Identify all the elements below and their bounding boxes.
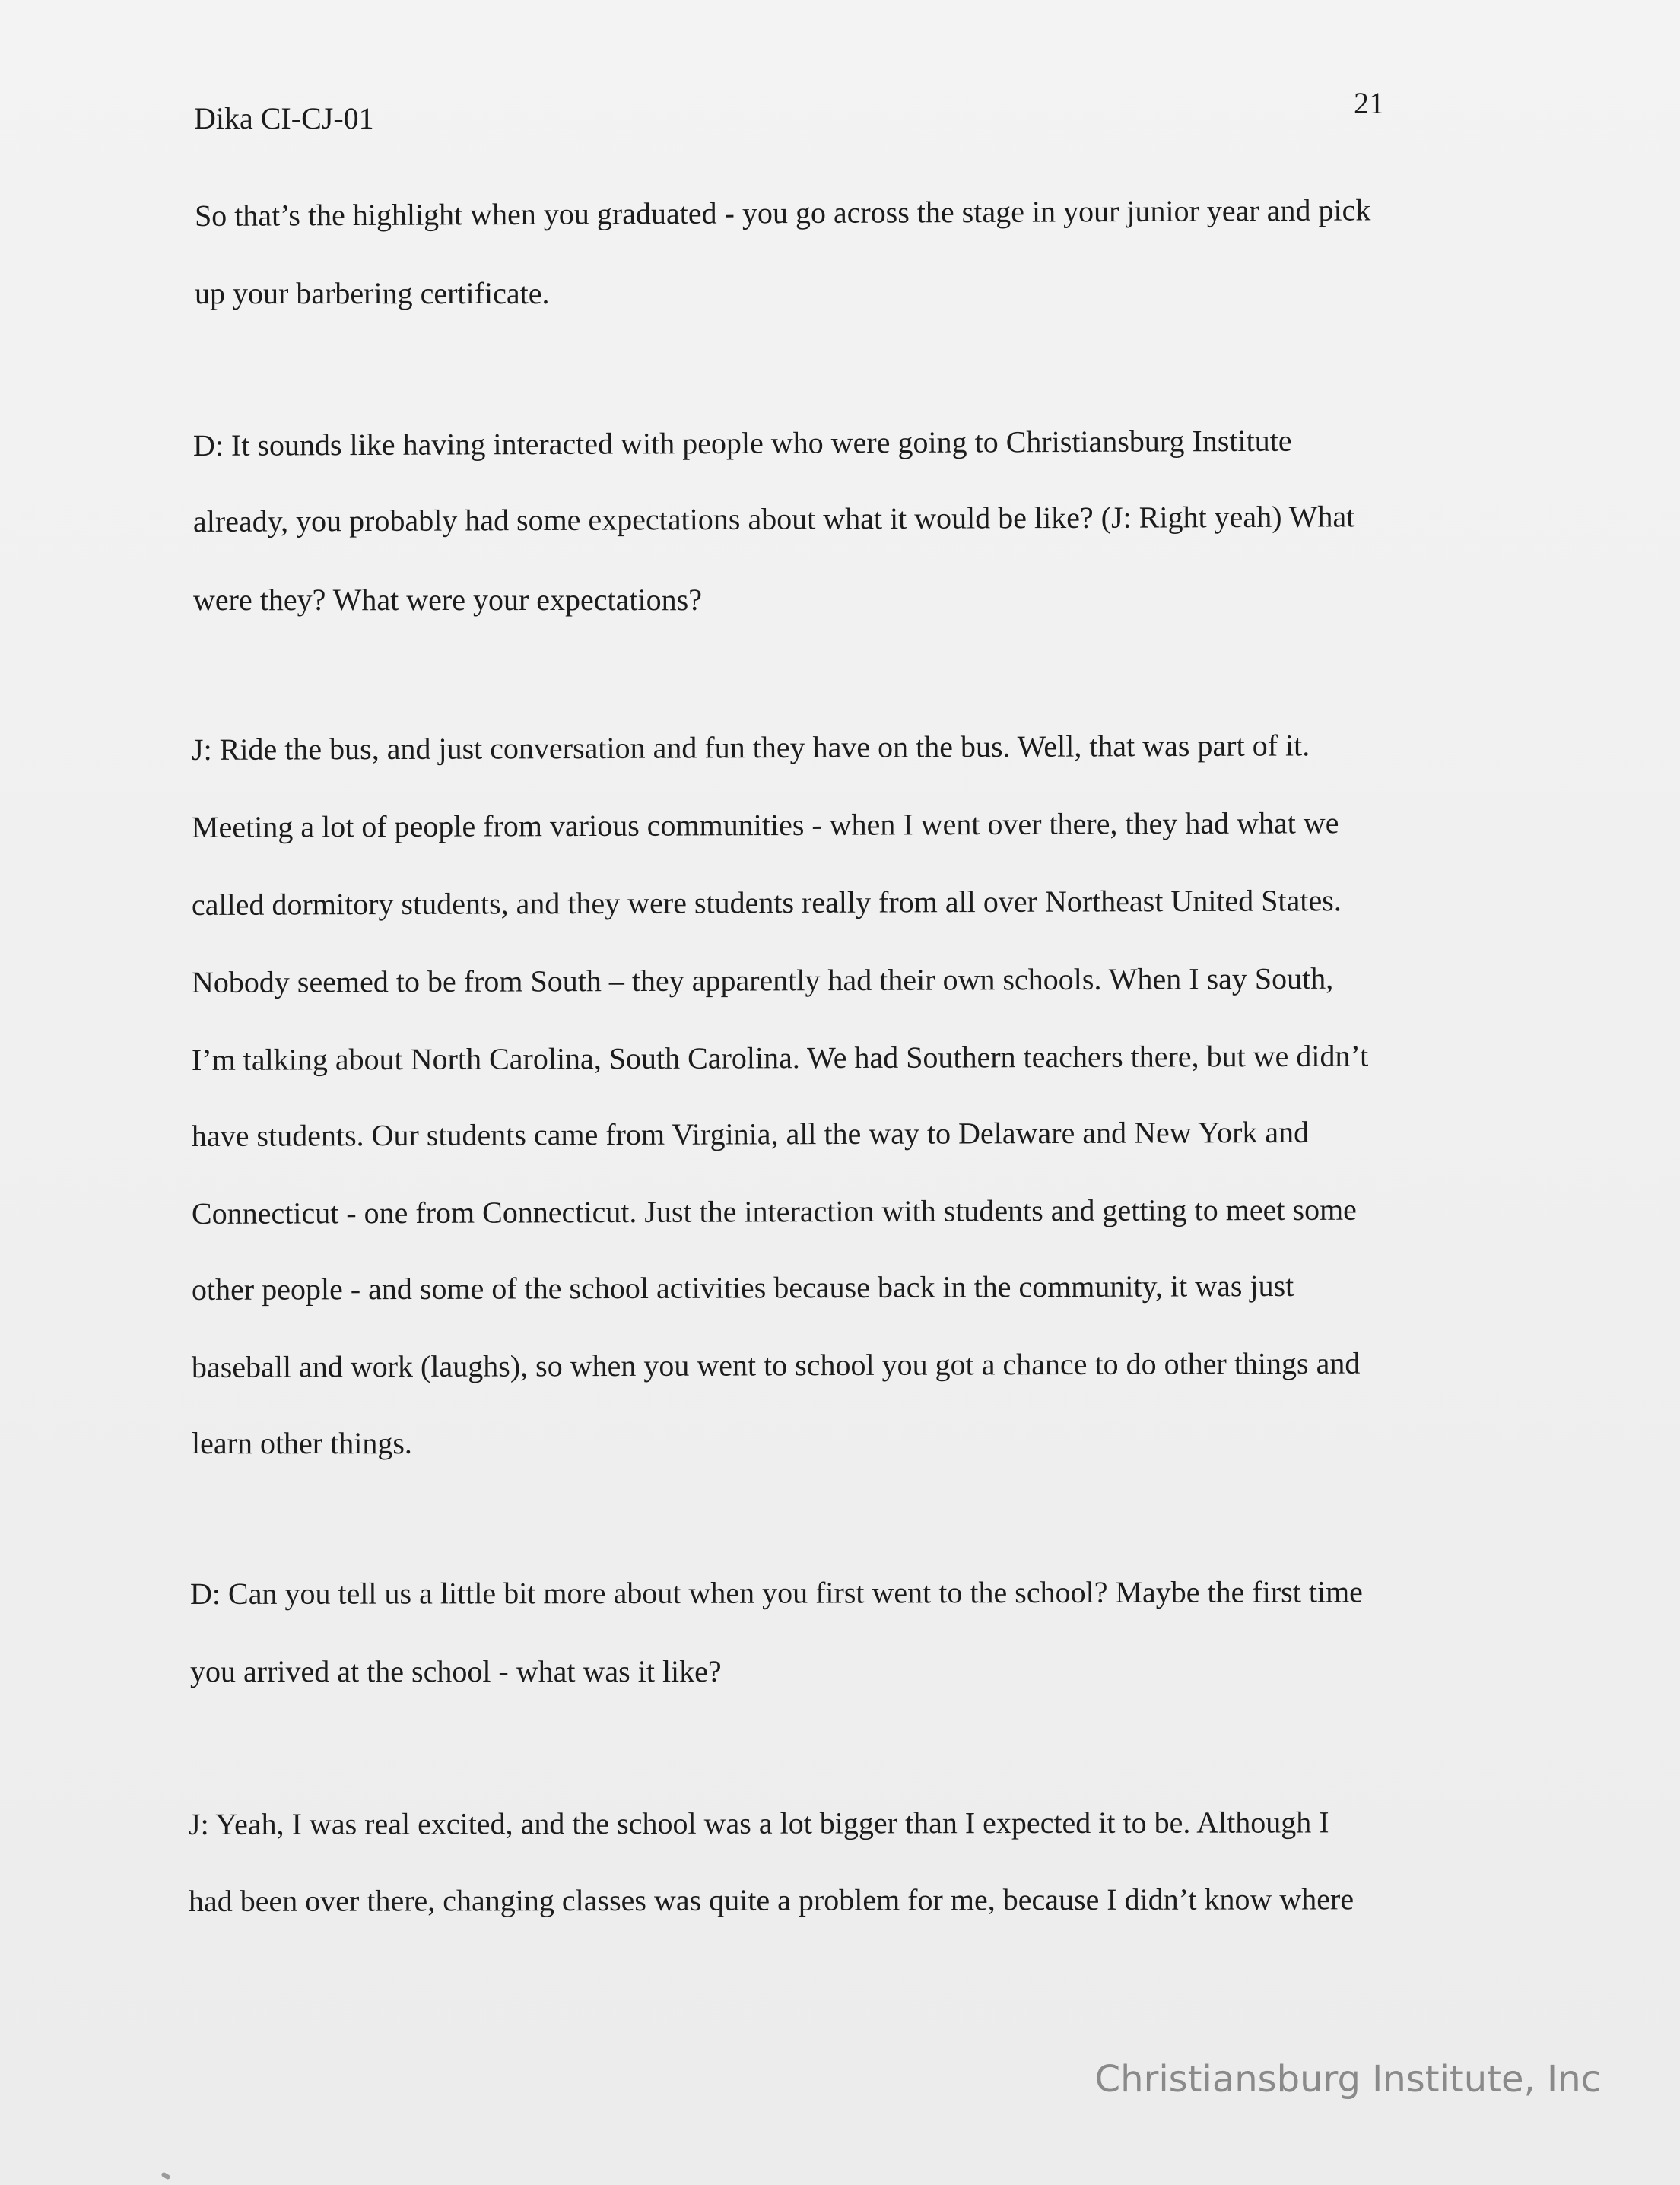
text-line: So that’s the highlight when you graduated - you go across the stage in your junior year and pick [194,192,1371,233]
text-line: D: It sounds like having interacted with people who were going to Christiansburg Institute [192,423,1292,462]
text-line: J: Yeah, I was real excited, and the school was a lot bigger than I expected it to be. Although I [188,1805,1329,1841]
text-line: Meeting a lot of people from various communities - when I went over there, they had what we [191,805,1339,844]
document-id: Dika CI-CJ-01 [194,101,374,135]
text-line: were they? What were your expectations? [193,583,702,617]
text-line: Connecticut - one from Connecticut. Just the interaction with students and getting to meet some [191,1192,1357,1231]
text-line: I’m talking about North Carolina, South Carolina. We had Southern teachers there, but we didn’t [191,1038,1369,1077]
text-line: already, you probably had some expectations about what it would be like? (J: Right yeah) What [192,499,1355,538]
text-line: up your barbering certificate. [195,276,550,310]
page-number: 21 [1354,86,1384,120]
text-line: called dormitory students, and they were students really from all over Northeast United States. [191,883,1342,922]
text-line: other people - and some of the school activities because back in the community, it was just [191,1268,1294,1307]
text-line: D: Can you tell us a little bit more about when you first went to the school? Maybe the first time [189,1574,1363,1611]
text-line: had been over there, changing classes was quite a problem for me, because I didn’t know where [188,1882,1354,1918]
text-line: baseball and work (laughs), so when you went to school you got a chance to do other things and [191,1345,1361,1384]
text-line: have students. Our students came from Virginia, all the way to Delaware and New York and [191,1114,1310,1153]
watermark: Christiansburg Institute, Inc [1094,2058,1601,2101]
text-line: J: Ride the bus, and just conversation and fun they have on the bus. Well, that was part of it. [191,728,1310,767]
text-line: Nobody seemed to be from South – they apparently had their own schools. When I say South, [191,961,1334,999]
paper-speck [160,2171,170,2180]
text-line: you arrived at the school - what was it like? [190,1654,722,1688]
text-line: learn other things. [192,1426,412,1460]
